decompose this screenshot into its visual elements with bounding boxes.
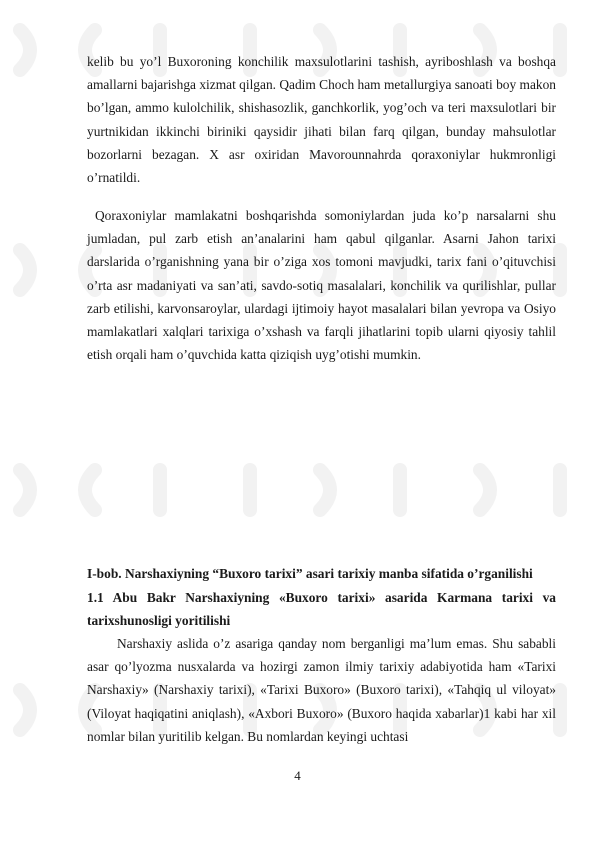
page-number: 4 [294,768,301,783]
body-text-block [87,204,556,366]
chapter-heading: I-bob. Narshaxiyning “Buxoro tarixi” asari tarixiy manba sifatida o’rganilishi [87,566,533,581]
paragraph: kelib bu yo’l Buxoroning konchilik maxsulotlarini tashish, ayriboshlash va boshqa amallarni bajarishga xizmat qilgan. Qadim Choch ham metallurgiya sanoati boy makon bo’lgan, ammo kulolchilik, shishasozlik, ganchkorlik, yog’och va teri maxsulotlari bir yurtnikidan ikkinchi biriniki qaysidir jihati bilan farq qilgan, bunday mahsulotlar bozorlarni bezagan. X asr oxiridan Mavorounnahrda qoraxoniylar hukmronligi o’rnatildi. [87,54,556,186]
body-text-block [87,50,556,189]
section-heading: 1.1 Abu Bakr Narshaxiyning «Buxoro tarixi» asarida Karmana tarixi va tarixshunosligi yoritilishi [87,590,556,629]
section-paragraph: Narshaxiy aslida o’z asariga qanday nom berganligi ma’lum emas. Shu sababli asar qo’lyozma nusxalarda va hozirgi zamon ilmiy tarixiy adabiyotida ham «Tarixi Narshaxiy» (Narshaxiy tarixi), «Tarixi Buxoro» (Buxoro tarixi), «Tahqiq ul viloyat» (Viloyat haqiqatini aniqlash), «Axbori Buxoro» (Buxoro haqida xabarlar)1 kabi har xil nomlar bilan yuritilib kelgan. Bu nomlardan keyingi uchtasi [87,636,556,744]
paragraph: Qoraxoniylar mamlakatni boshqarishda somoniylardan juda ko’p narsalarni shu jumladan, pul zarb etish an’analarini ham qabul qilganlar. Asarni Jahon tarixi darslarida o’rganishning yana bir o’ziga xos tomoni mavjudki, tarix fani o’qituvchisi o’rta asr madaniyati va san’ati, savdo-sotiq masalalari, konchilik va qurilishlar, pullar zarb etilishi, karvonsaroylar, ulardagi ijtimoiy hayot masalalari bilan yevropa va Osiyo mamlakatlari xalqlari tarixiga o’xshash va farqli jihatlarini topib ularni qiyosiy tahlil etish orqali ham o’quvchida katta qiziqish uyg’otishi mumkin. [87,208,556,363]
